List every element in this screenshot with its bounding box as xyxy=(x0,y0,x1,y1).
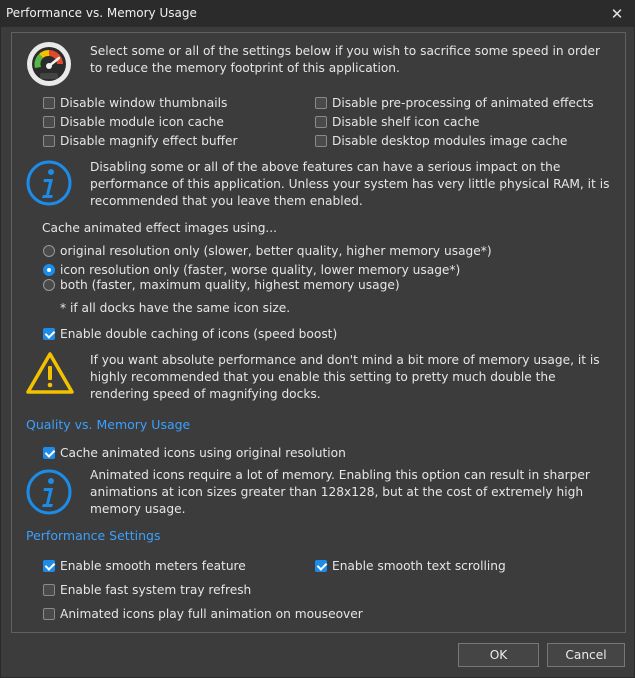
cancel-button[interactable]: Cancel xyxy=(547,643,625,667)
disable-magnify-effect-buffer-checkbox[interactable] xyxy=(43,135,55,147)
quality-info-text: Animated icons require a lot of memory. Enabling this option can result in sharper animations at icon sizes greater than 128x128, but at the cost of extremely high memory usage. xyxy=(90,468,590,516)
title-bar[interactable] xyxy=(1,1,634,27)
disable-window-thumbnails-checkbox[interactable] xyxy=(43,97,55,109)
warning-text: If you want absolute performance and don't mind a bit more of memory usage, it is highly recommended that you enable this setting to pretty much double the rendering speed of magnifying docks. xyxy=(90,353,600,401)
ok-button[interactable]: OK xyxy=(458,643,539,667)
disable-desktop-modules-cache-checkbox[interactable] xyxy=(315,135,327,147)
disable-magnify-effect-buffer-label[interactable]: Disable magnify effect buffer xyxy=(60,134,238,148)
original-resolution-label[interactable]: original resolution only (slower, better quality, higher memory usage*) xyxy=(60,244,492,258)
disable-shelf-icon-cache-label[interactable]: Disable shelf icon cache xyxy=(332,115,480,129)
disable-shelf-icon-cache-checkbox[interactable] xyxy=(315,116,327,128)
disable-module-icon-cache-label[interactable]: Disable module icon cache xyxy=(60,115,224,129)
disable-module-icon-cache-checkbox[interactable] xyxy=(43,116,55,128)
full-animation-checkbox[interactable] xyxy=(43,608,55,620)
intro-text: Select some or all of the settings below if you wish to sacrifice some speed in order to reduce the memory footprint of this application. xyxy=(90,44,600,75)
full-animation-label[interactable]: Animated icons play full animation on mouseover xyxy=(60,607,363,621)
cache-original-resolution-checkbox[interactable] xyxy=(43,447,55,459)
smooth-text-scrolling-checkbox[interactable] xyxy=(315,560,327,572)
disable-desktop-modules-cache-label[interactable]: Disable desktop modules image cache xyxy=(332,134,568,148)
smooth-text-scrolling-label[interactable]: Enable smooth text scrolling xyxy=(332,559,506,573)
window-title: Performance vs. Memory Usage xyxy=(6,6,197,20)
close-button[interactable]: ✕ xyxy=(610,5,624,23)
cache-heading: Cache animated effect images using... xyxy=(42,221,278,235)
disable-preprocessing-checkbox[interactable] xyxy=(315,97,327,109)
icon-resolution-radio[interactable] xyxy=(43,264,55,276)
info-icon xyxy=(26,469,72,515)
both-resolutions-radio[interactable] xyxy=(43,279,55,291)
double-caching-checkbox[interactable] xyxy=(43,328,55,340)
warning-icon xyxy=(26,351,74,395)
disable-preprocessing-label[interactable]: Disable pre-processing of animated effects xyxy=(332,96,594,110)
disable-window-thumbnails-label[interactable]: Disable window thumbnails xyxy=(60,96,228,110)
settings-panel xyxy=(11,32,626,633)
smooth-meters-label[interactable]: Enable smooth meters feature xyxy=(60,559,246,573)
both-resolutions-label[interactable]: both (faster, maximum quality, highest memory usage) xyxy=(60,278,400,292)
performance-info-text: Disabling some or all of the above features can have a serious impact on the performance of this application. Unless your system has very little physical RAM, it is recommended that you leave them enabled. xyxy=(90,160,610,208)
fast-tray-refresh-label[interactable]: Enable fast system tray refresh xyxy=(60,583,252,597)
original-resolution-radio[interactable] xyxy=(43,245,55,257)
footnote-text: * if all docks have the same icon size. xyxy=(60,301,291,315)
icon-resolution-label[interactable]: icon resolution only (faster, worse quality, lower memory usage*) xyxy=(60,263,461,277)
cache-original-resolution-label[interactable]: Cache animated icons using original resolution xyxy=(60,446,346,460)
smooth-meters-checkbox[interactable] xyxy=(43,560,55,572)
fast-tray-refresh-checkbox[interactable] xyxy=(43,584,55,596)
double-caching-label[interactable]: Enable double caching of icons (speed boost) xyxy=(60,327,338,341)
quality-section-title: Quality vs. Memory Usage xyxy=(26,417,191,432)
info-icon xyxy=(26,160,72,206)
speedometer-icon xyxy=(26,41,72,87)
performance-section-title: Performance Settings xyxy=(26,528,161,543)
